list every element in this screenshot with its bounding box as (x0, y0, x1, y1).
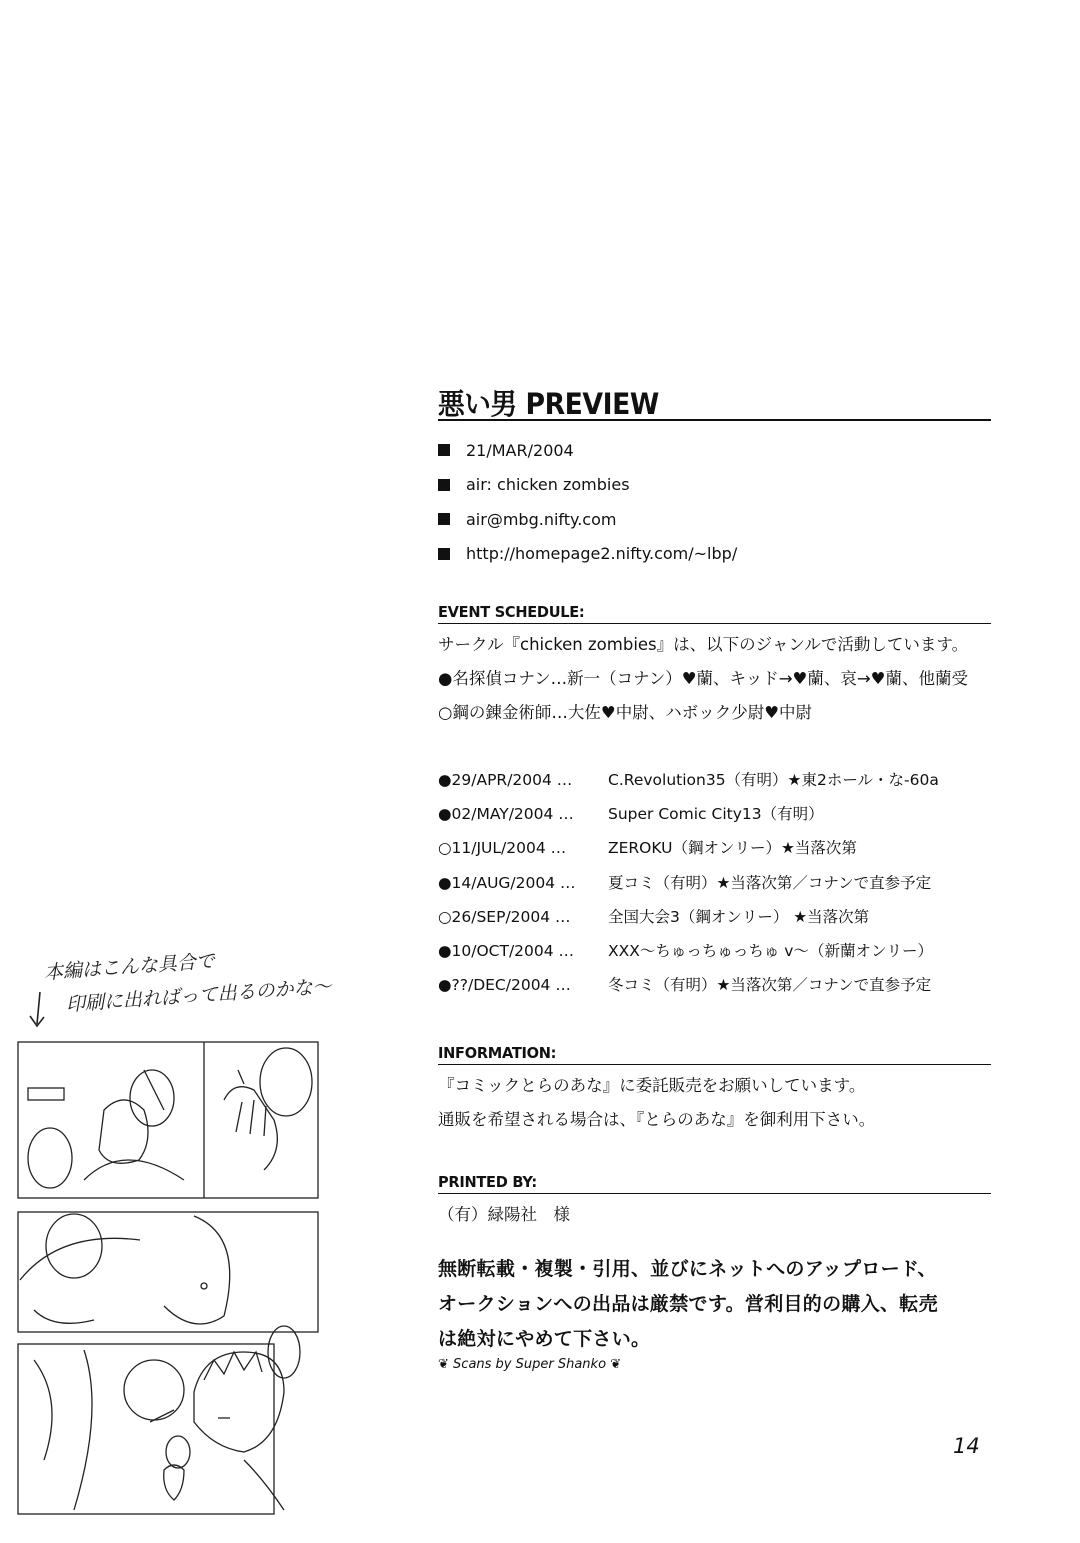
info-column (438, 380, 998, 1379)
genre-conan: ●名探偵コナン…新一（コナン）♥蘭、キッド→♥蘭、哀→♥蘭、他蘭受 (438, 669, 968, 688)
event-info: 夏コミ（有明）★当落次第／コナンで直参予定 (608, 873, 932, 892)
event-date: ○26/SEP/2004 … (438, 907, 571, 926)
manga-preview-image (14, 1040, 324, 1520)
page-number: 14 (953, 1434, 980, 1458)
meta-author-text: air: chicken zombies (466, 475, 630, 495)
square-bullet-icon (438, 479, 450, 491)
event-divider (438, 623, 991, 624)
event-section (438, 601, 998, 1002)
square-bullet-icon (438, 513, 450, 525)
square-bullet-icon (438, 548, 450, 560)
information-line: 通販を希望される場合は、『とらのあな』を御利用下さい。 (438, 1110, 876, 1130)
event-row (438, 900, 998, 934)
event-info: ZEROKU（鋼オンリー）★当落次第 (608, 839, 857, 858)
event-info: 全国大会3（鋼オンリー） ★当落次第 (608, 907, 870, 926)
warning-line: は絶対にやめて下さい。 (438, 1328, 651, 1351)
meta-email-text: air@mbg.nifty.com (466, 509, 617, 529)
event-info: XXX～ちゅっちゅっちゅ v～（新蘭オンリー） (608, 941, 933, 960)
handwritten-note-line-2: 印刷に出ればって出るのかな～ (65, 975, 333, 1016)
handwritten-arrow-icon (26, 990, 52, 1030)
meta-author (438, 468, 998, 503)
flourish-icon: ❦ (438, 1357, 449, 1373)
meta-url-text: http://homepage2.nifty.com/~lbp/ (466, 544, 738, 564)
event-row (438, 866, 998, 900)
flourish-icon: ❦ (610, 1357, 622, 1373)
handwritten-note-line-1: 本編はこんな具合で (43, 950, 216, 984)
event-date: ○11/JUL/2004 … (438, 839, 567, 858)
event-row (438, 763, 998, 797)
event-list (438, 763, 998, 1002)
square-bullet-icon (438, 444, 450, 456)
event-info: C.Revolution35（有明）★東2ホール・な-60a (608, 771, 939, 789)
page-title: 悪い男 PREVIEW (438, 387, 659, 421)
event-heading: EVENT SCHEDULE: (438, 603, 585, 621)
meta-date-text: 21/MAR/2004 (466, 440, 574, 460)
event-date: ●??/DEC/2004 … (438, 976, 571, 995)
event-date: ●29/APR/2004 … (438, 771, 573, 789)
information-line: 『コミックとらのあな』に委託販売をお願いしています。 (438, 1076, 866, 1096)
printed-section (438, 1171, 998, 1232)
event-info: 冬コミ（有明）★当落次第／コナンで直参予定 (608, 976, 932, 995)
meta-date (438, 433, 998, 468)
information-section (438, 1042, 998, 1137)
information-divider (438, 1064, 991, 1065)
printer-name: （有）緑陽社 様 (438, 1205, 570, 1225)
event-row (438, 968, 998, 1002)
event-info: Super Comic City13（有明） (608, 805, 824, 824)
genre-hagaren: ○鋼の錬金術師…大佐♥中尉、ハボック少尉♥中尉 (438, 703, 812, 722)
event-date: ●10/OCT/2004 … (438, 941, 575, 960)
scan-credit-text: Scans by Super Shanko (453, 1357, 607, 1373)
information-heading: INFORMATION: (438, 1044, 557, 1063)
event-row (438, 831, 998, 865)
event-date: ●02/MAY/2004 … (438, 805, 574, 824)
printed-heading: PRINTED BY: (438, 1173, 537, 1192)
event-row (438, 797, 998, 831)
meta-url (438, 537, 998, 572)
event-row (438, 934, 998, 968)
meta-list (438, 433, 998, 571)
warning-line: 無断転載・複製・引用、並びにネットへのアップロード、 (438, 1258, 937, 1281)
copyright-warning (438, 1252, 998, 1357)
scan-credit (438, 1357, 998, 1379)
printed-divider (438, 1193, 991, 1194)
meta-email (438, 502, 998, 537)
event-date: ●14/AUG/2004 … (438, 873, 576, 892)
event-intro: サークル『chicken zombies』は、以下のジャンルで活動しています。 (438, 635, 969, 654)
warning-line: オークションへの出品は厳禁です。営利目的の購入、転売 (438, 1293, 938, 1316)
